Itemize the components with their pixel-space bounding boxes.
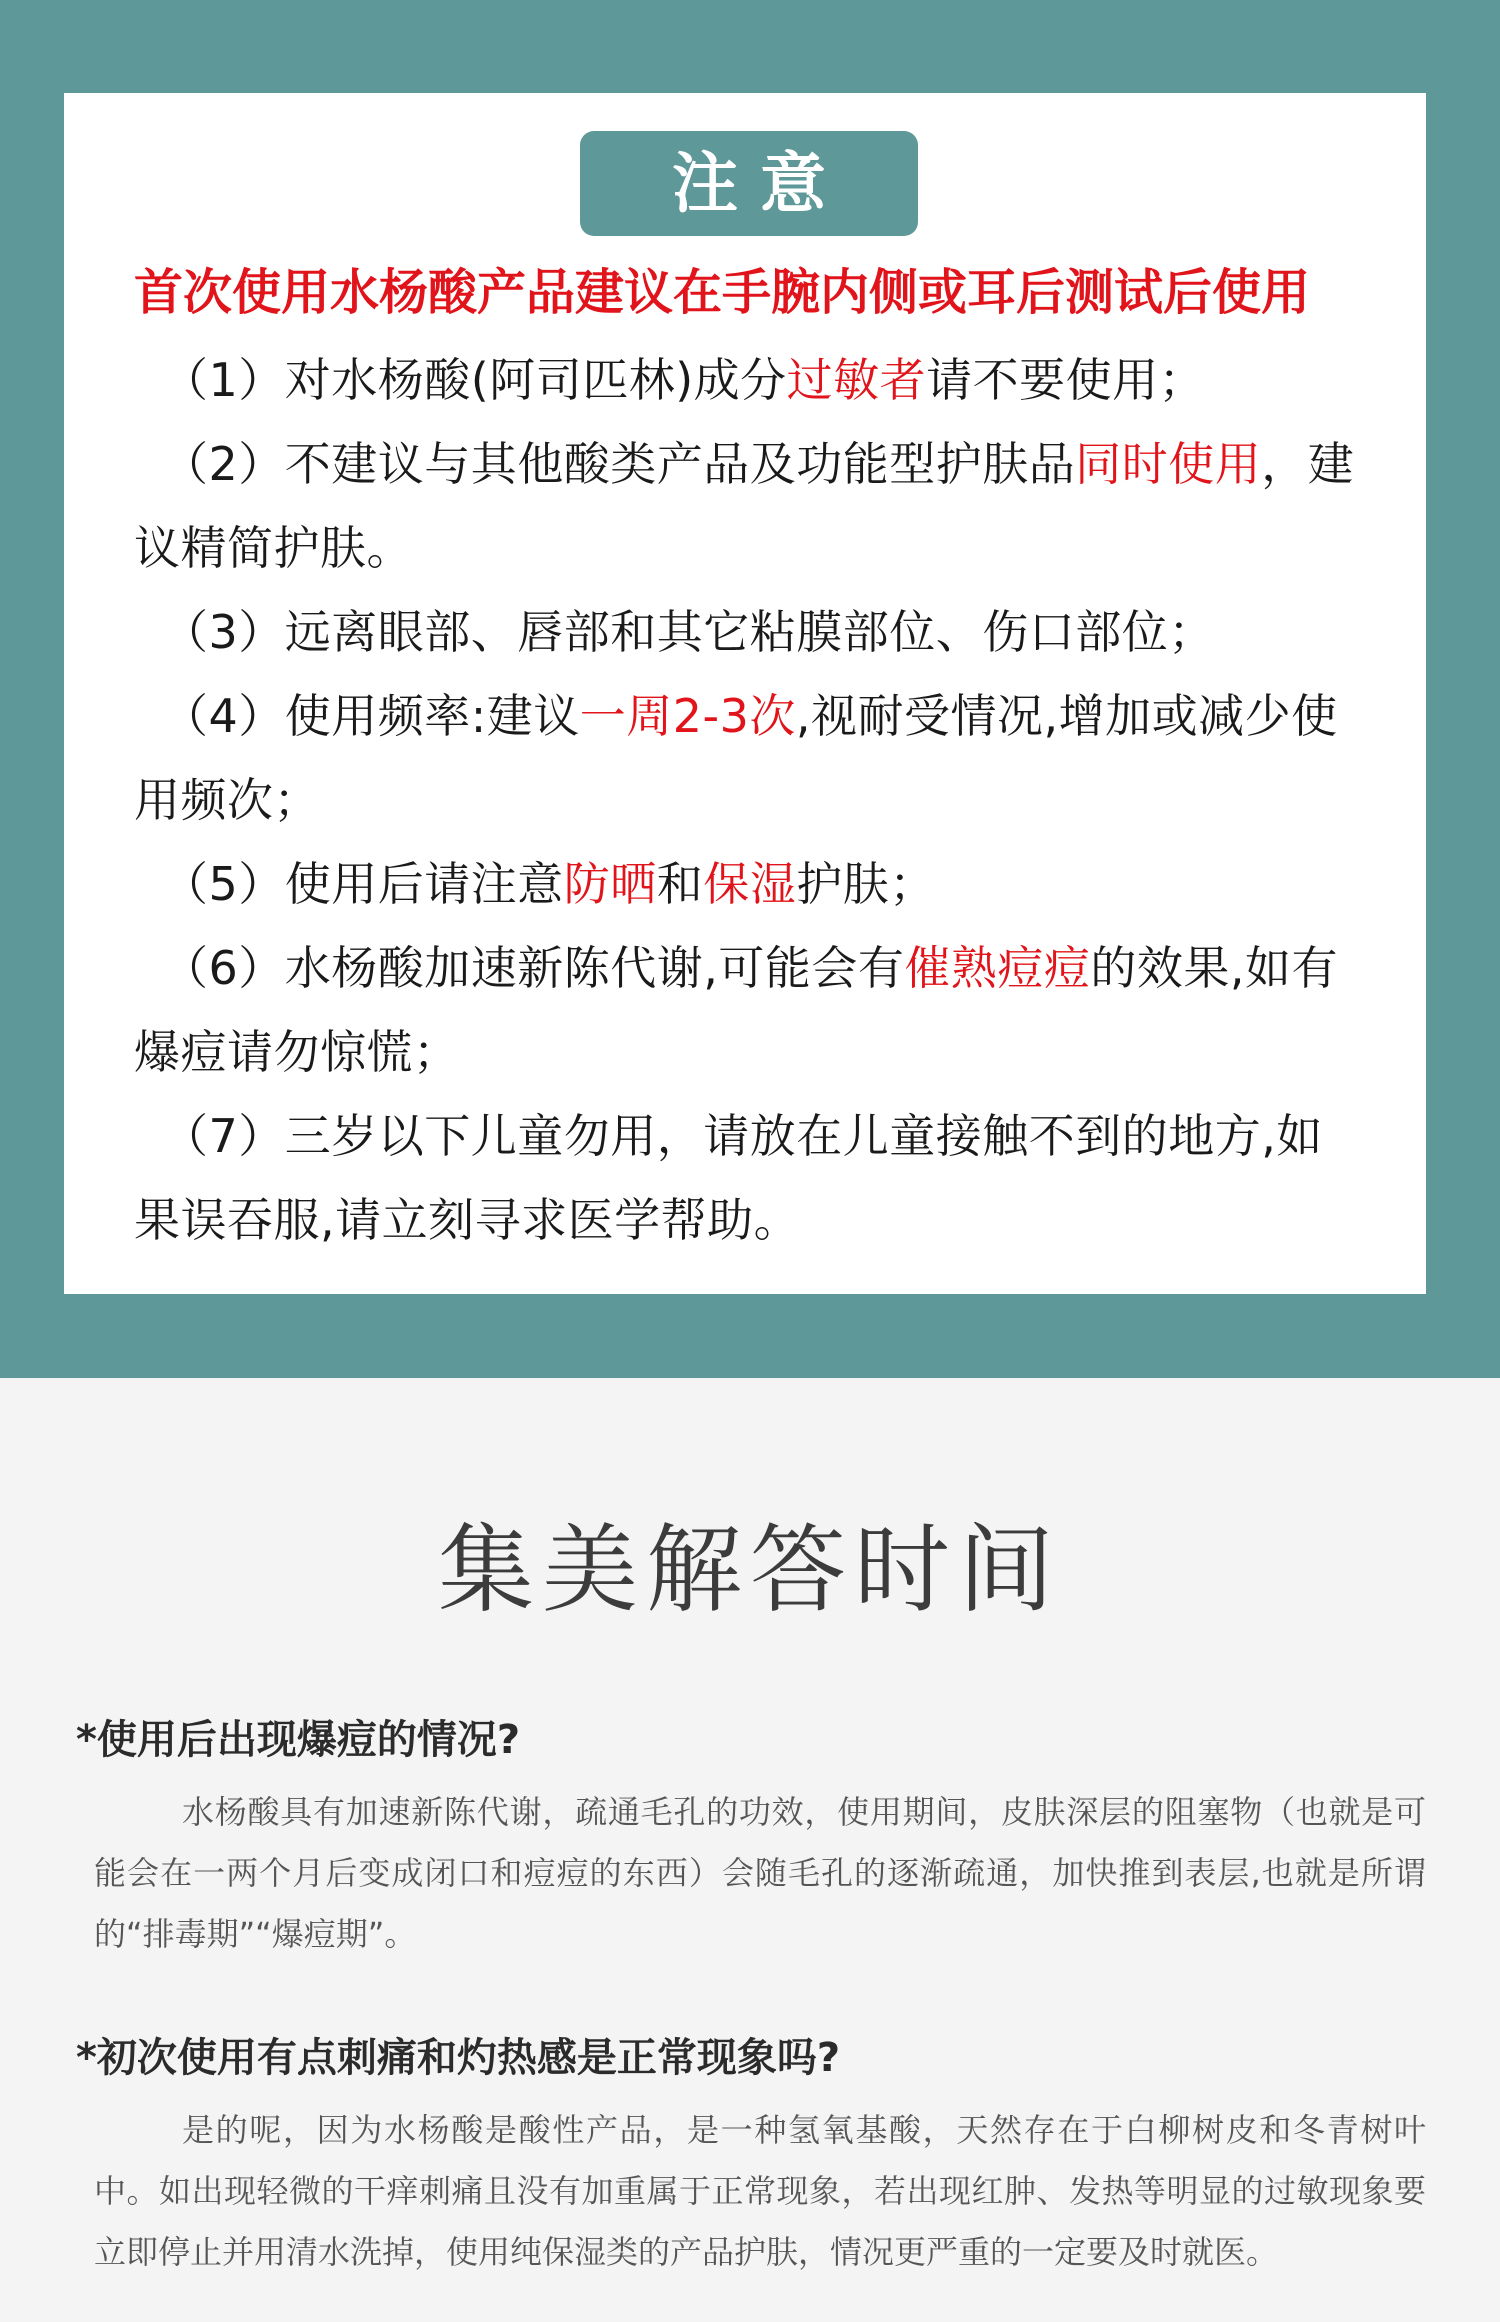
notice-item (134, 674, 1368, 842)
qa-question: *初次使用有点刺痛和灼热感是正常现象吗? (76, 2035, 841, 2081)
notice-headline: 首次使用水杨酸产品建议在手腕内侧或耳后测试后使用 (134, 264, 1311, 321)
notice-text: （2）不建议与其他酸类产品及功能型护肤品 (162, 437, 1076, 491)
notice-highlight: 催熟痘痘 (904, 941, 1091, 995)
notice-text: 请不要使用； (926, 353, 1206, 407)
notice-list (134, 338, 1368, 1262)
notice-item (134, 842, 1368, 926)
notice-highlight: 过敏者 (786, 353, 927, 407)
notice-text: （1）对水杨酸(阿司匹林)成分 (162, 353, 787, 407)
qa-item-stinging (76, 2030, 1426, 2283)
notice-highlight: 防晒 (563, 857, 657, 911)
notice-text: （4）使用频率:建议 (162, 689, 580, 743)
notice-item (134, 1094, 1368, 1262)
qa-item-acne (76, 1712, 1426, 1965)
notice-badge: 注意 (580, 131, 918, 236)
notice-highlight: 保湿 (703, 857, 797, 911)
notice-text: 的效果,如有爆痘请勿惊慌； (134, 941, 1339, 1079)
notice-item (134, 590, 1368, 674)
notice-text: ,视耐受情况,增加或减少使用频次； (134, 689, 1338, 827)
notice-text: （6）水杨酸加速新陈代谢,可能会有 (162, 941, 905, 995)
notice-highlight: 一周2-3次 (579, 689, 796, 743)
notice-text: ，建议精简护肤。 (134, 437, 1355, 575)
notice-text: （5）使用后请注意 (162, 857, 564, 911)
notice-highlight: 同时使用 (1075, 437, 1262, 491)
notice-item (134, 926, 1368, 1094)
qa-question: *使用后出现爆痘的情况? (76, 1717, 521, 1763)
qa-title: 集美解答时间 (438, 1514, 1062, 1626)
qa-answer: 是的呢，因为水杨酸是酸性产品，是一种氢氧基酸，天然存在于白柳树皮和冬青树叶中。如出现轻微的干痒刺痛且没有加重属于正常现象，若出现红肿、发热等明显的过敏现象要立即停止并用清水洗掉，使用纯保湿类的产品护肤，情况更严重的一定要及时就医。 (94, 2111, 1426, 2271)
notice-text: （3）远离眼部、唇部和其它粘膜部位、伤口部位； (162, 605, 1215, 659)
notice-text: 和 (656, 857, 704, 911)
qa-answer: 水杨酸具有加速新陈代谢，疏通毛孔的功效，使用期间，皮肤深层的阻塞物（也就是可能会在一两个月后变成闭口和痘痘的东西）会随毛孔的逐渐疏通，加快推到表层,也就是所谓的“排毒期”“爆痘期”。 (94, 1793, 1426, 1953)
notice-text: 护肤； (796, 857, 936, 911)
notice-card (64, 93, 1426, 1294)
notice-text: （7）三岁以下儿童勿用，请放在儿童接触不到的地方,如果误吞服,请立刻寻求医学帮助。 (134, 1109, 1323, 1247)
notice-item (134, 338, 1368, 422)
notice-item (134, 422, 1368, 590)
